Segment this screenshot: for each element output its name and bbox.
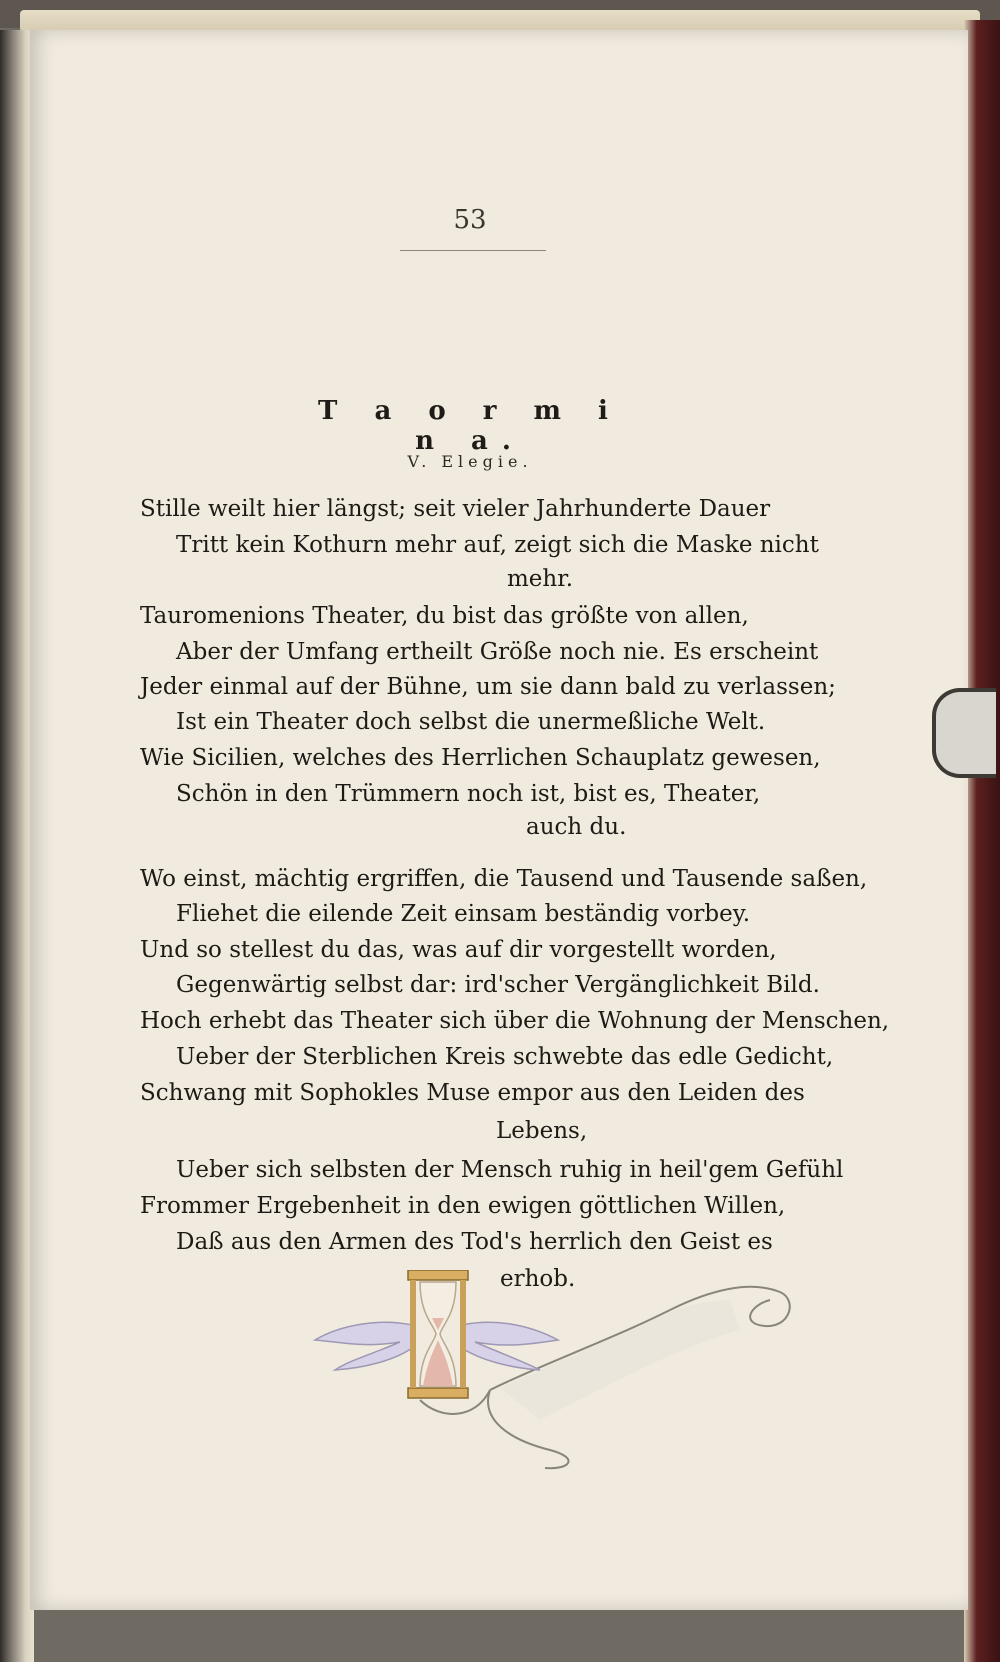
poem-line: Jeder einmal auf der Bühne, um sie dann bald zu verlassen; [140,674,836,700]
poem-line: Aber der Umfang ertheilt Größe noch nie. Es erscheint [176,639,819,665]
header-rule [400,250,546,251]
ribbon-fill [500,1300,740,1420]
poem-line: Wo einst, mächtig ergriffen, die Tausend und Tausende saßen, [140,866,868,892]
poem-line: Hoch erhebt das Theater sich über die Wohnung der Menschen, [140,1008,890,1034]
poem-line: Ueber der Sterblichen Kreis schwebte das edle Gedicht, [176,1044,834,1070]
page-tab-clip [932,688,996,778]
poem-line: Und so stellest du das, was auf dir vorgestellt worden, [140,937,777,963]
book-spine [0,30,34,1662]
poem-title: T a o r m i n a. [318,396,622,456]
poem-line: erhob. [500,1266,576,1292]
book-cover-edge [964,20,1000,1662]
poem-subtitle: V. Elegie. [407,452,533,471]
poem-line: auch du. [526,814,627,840]
poem-line: Tauromenions Theater, du bist das größte von allen, [140,603,749,629]
poem-line: Lebens, [496,1118,588,1144]
poem-line: Frommer Ergebenheit in den ewigen göttlichen Willen, [140,1193,786,1219]
hourglass-left-post [410,1280,416,1388]
poem-line: Ueber sich selbsten der Mensch ruhig in heil'gem Gefühl [176,1157,844,1183]
hourglass-right-post [460,1280,466,1388]
poem-line: Ist ein Theater doch selbst die unermeßliche Welt. [176,709,766,735]
winged-hourglass-icon [310,1270,800,1470]
poem-line: Fliehet die eilende Zeit einsam beständig vorbey. [176,901,751,927]
left-wing [315,1322,412,1370]
poem-line: Stille weilt hier längst; seit vieler Jahrhunderte Dauer [140,496,771,522]
page-number: 53 [453,205,487,235]
poem-line: Wie Sicilien, welches des Herrlichen Schauplatz gewesen, [140,745,821,771]
poem-line: Daß aus den Armen des Tod's herrlich den Geist es [176,1229,773,1255]
poem-line: Gegenwärtig selbst dar: ird'scher Vergänglichkeit Bild. [176,972,820,998]
poem-line: Tritt kein Kothurn mehr auf, zeigt sich die Maske nicht [176,532,819,558]
right-wing [462,1322,558,1370]
poem-line: mehr. [507,566,574,592]
poem-line: Schwang mit Sophokles Muse empor aus den Leiden des [140,1080,805,1106]
hourglass-bottom [408,1388,468,1398]
hourglass-top [408,1270,468,1280]
page-top-edge [20,10,980,32]
poem-line: Schön in den Trümmern noch ist, bist es, Theater, [176,781,761,807]
